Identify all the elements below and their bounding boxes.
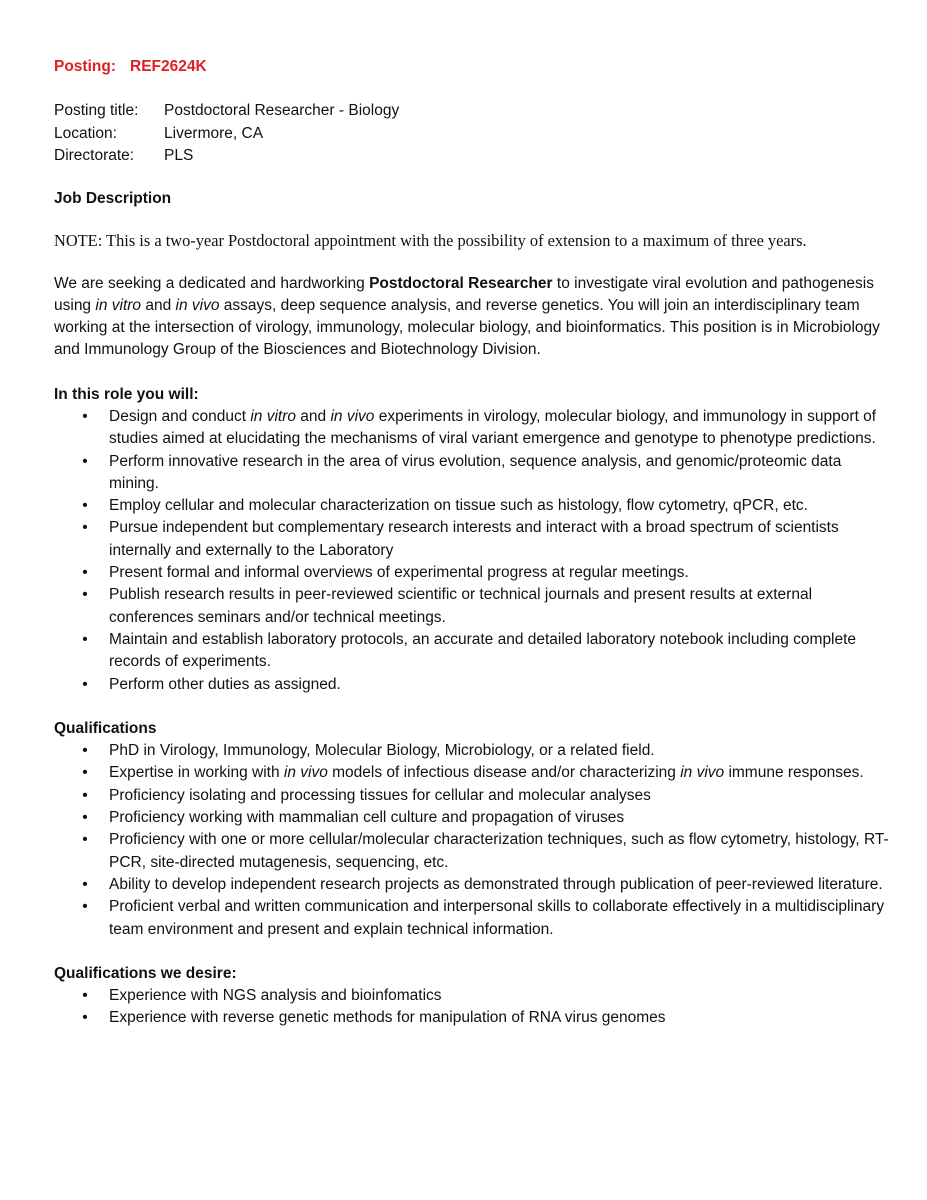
meta-row-title xyxy=(54,100,894,123)
meta-key: Directorate: xyxy=(54,147,135,164)
list-item: • Maintain and establish laboratory protocols, an accurate and detailed laboratory notebook including complete records of experiments. xyxy=(82,630,857,671)
posting-meta xyxy=(54,100,894,168)
list-item: • Proficient verbal and written communication and interpersonal skills to collaborate effectively in a multidisciplinary team environment and present and explain technical information. xyxy=(82,898,885,938)
meta-value: Postdoctoral Researcher - Biology xyxy=(164,102,400,119)
list-item: • Pursue independent but complementary research interests and interact with a broad spectrum of scientists internally and externally to the Laboratory xyxy=(82,519,839,559)
qualifications-heading: Qualifications xyxy=(54,719,157,737)
desired-qualifications-heading: Qualifications we desire: xyxy=(54,964,237,982)
meta-key: Posting title: xyxy=(54,102,139,119)
list-item: • Perform other duties as assigned. xyxy=(82,675,341,693)
posting-ref: REF2624K xyxy=(130,58,207,75)
role-list xyxy=(54,406,894,696)
job-posting-document xyxy=(54,56,894,1052)
list-item: • Present formal and informal overviews of experimental progress at regular meetings. xyxy=(82,564,689,582)
posting-reference xyxy=(54,56,894,78)
intro-paragraph: We are seeking a dedicated and hardworking Postdoctoral Researcher to investigate viral evolution and pathogenesis using in vitro and in vivo assays, deep sequence analysis, and reverse genetics. You will join an interdisciplinary team working at the intersection of virology, immunology, molecular biology, and bioinformatics. This position is in Microbiology and Immunology Group of the Biosciences and Biotechnology Division. xyxy=(54,274,880,359)
qualifications-list xyxy=(54,740,894,941)
list-item: • Proficiency with one or more cellular/molecular characterization techniques, such as flow cytometry, histology, RT-PCR, site-directed mutagenesis, sequencing, etc. xyxy=(82,831,889,871)
meta-value: PLS xyxy=(164,147,194,164)
appointment-note: NOTE: This is a two-year Postdoctoral appointment with the possibility of extension to a maximum of three years. xyxy=(54,230,807,250)
list-item: • Publish research results in peer-reviewed scientific or technical journals and present results at external conferences seminars and/or technical meetings. xyxy=(82,586,813,626)
meta-row-location xyxy=(54,123,894,146)
list-item: • Experience with NGS analysis and bioinfomatics xyxy=(82,987,442,1005)
list-item: • Expertise in working with in vivo models of infectious disease and/or characterizing in vivo immune responses. xyxy=(82,764,864,782)
list-item: • PhD in Virology, Immunology, Molecular Biology, Microbiology, or a related field. xyxy=(82,742,655,760)
posting-label: Posting: xyxy=(54,58,116,75)
list-item: • Ability to develop independent research projects as demonstrated through publication of peer-reviewed literature. xyxy=(82,875,883,893)
meta-value: Livermore, CA xyxy=(164,124,264,142)
job-description-heading: Job Description xyxy=(54,189,172,207)
list-item: • Proficiency isolating and processing tissues for cellular and molecular analyses xyxy=(82,786,651,804)
list-item: • Design and conduct in vitro and in vivo experiments in virology, molecular biology, and immunology in support of studies aimed at elucidating the mechanisms of viral variant emergence and genotype to phenotype predictions. xyxy=(82,407,877,448)
role-title-bold: Postdoctoral Researcher xyxy=(369,274,553,292)
list-item: • Proficiency working with mammalian cell culture and propagation of viruses xyxy=(82,809,625,827)
list-item: • Perform innovative research in the area of virus evolution, sequence analysis, and genomic/proteomic data mining. xyxy=(82,452,842,492)
meta-key: Location: xyxy=(54,124,117,142)
desired-qualifications-list xyxy=(54,985,894,1030)
role-heading: In this role you will: xyxy=(54,385,199,403)
meta-row-directorate xyxy=(54,145,894,168)
list-item: • Experience with reverse genetic methods for manipulation of RNA virus genomes xyxy=(82,1009,666,1027)
list-item: • Employ cellular and molecular characterization on tissue such as histology, flow cytometry, qPCR, etc. xyxy=(82,497,808,515)
